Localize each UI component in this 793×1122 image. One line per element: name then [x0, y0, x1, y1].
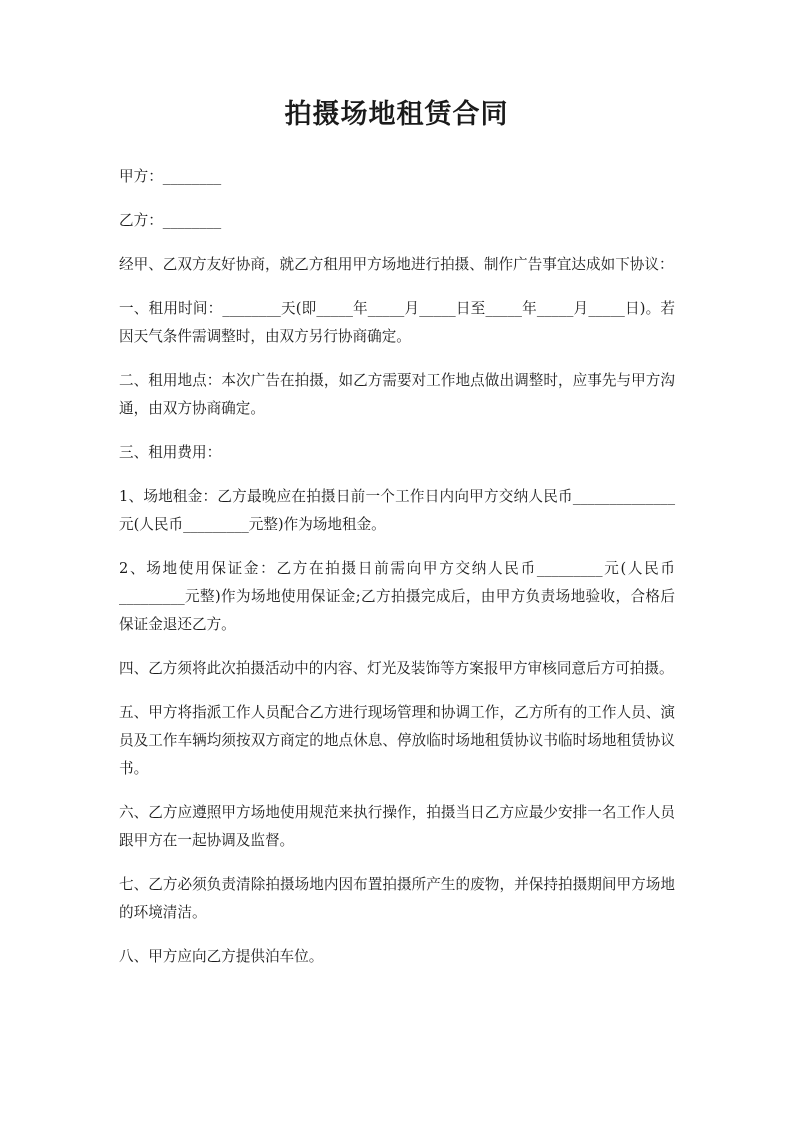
- preamble-paragraph: 经甲、乙双方友好协商，就乙方租用甲方场地进行拍摄、制作广告事宜达成如下协议：: [119, 256, 674, 273]
- document-body: [119, 163, 675, 987]
- clause-staff-coordination: 五、甲方将指派工作人员配合乙方进行现场管理和协调工作，乙方所有的工作人员、演员及工作车辆均须按双方商定的地点休息、停放临时场地租赁协议书临时场地租赁协议书。: [119, 704, 675, 777]
- clause-parking: 八、甲方应向乙方提供泊车位。: [119, 948, 324, 965]
- clause-approval: 四、乙方须将此次拍摄活动中的内容、灯光及装饰等方案报甲方审核同意后方可拍摄。: [119, 660, 674, 677]
- party-b-line: 乙方：________: [119, 212, 222, 229]
- clause-rental-fee-heading: 三、租用费用：: [119, 444, 222, 461]
- clause-cleanup: 七、乙方必须负责清除拍摄场地内因布置拍摄所产生的废物，并保持拍摄期间甲方场地的环境清洁。: [119, 876, 675, 921]
- document-title: 拍摄场地租赁合同: [284, 99, 509, 130]
- clause-rental-period: 一、租用时间：________天(即_____年_____月_____日至_____年_____月_____日)。若因天气条件需调整时，由双方另行协商确定。: [119, 300, 675, 345]
- clause-deposit: 2、场地使用保证金：乙方在拍摄日前需向甲方交纳人民币_________元(人民币_________元整)作为场地使用保证金;乙方拍摄完成后，由甲方负责场地验收，合格后保证金退还乙方。: [119, 560, 675, 633]
- clause-usage-rules: 六、乙方应遵照甲方场地使用规范来执行操作，拍摄当日乙方应最少安排一名工作人员跟甲方在一起协调及监督。: [119, 804, 675, 849]
- clause-venue-rent: 1、场地租金：乙方最晚应在拍摄日前一个工作日内向甲方交纳人民币______________元(人民币_________元整)作为场地租金。: [119, 488, 675, 533]
- clause-rental-location: 二、租用地点：本次广告在拍摄，如乙方需要对工作地点做出调整时，应事先与甲方沟通，由双方协商确定。: [119, 372, 675, 417]
- party-a-line: 甲方：________: [119, 168, 222, 185]
